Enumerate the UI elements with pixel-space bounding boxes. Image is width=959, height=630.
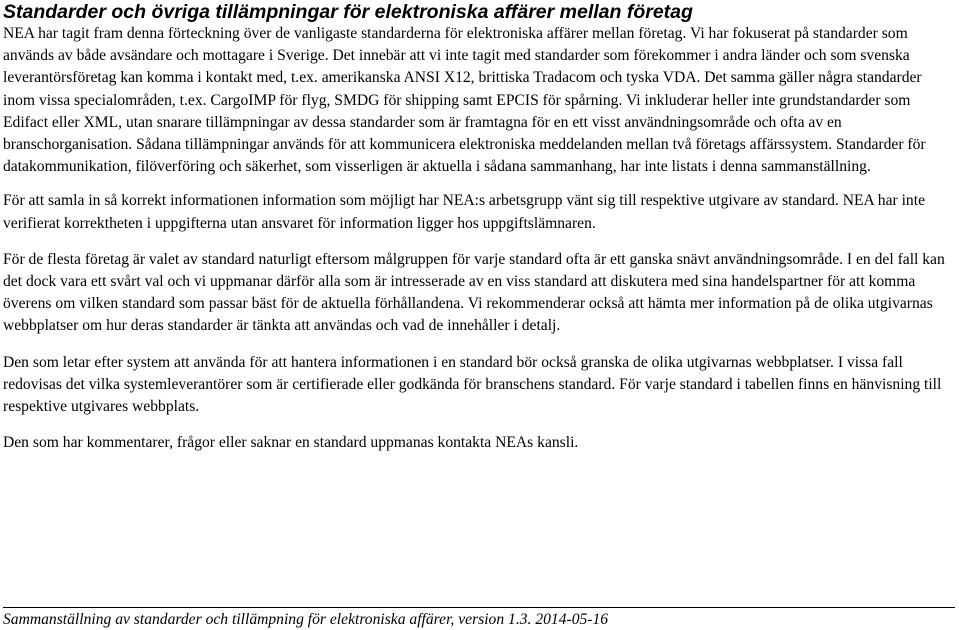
page-footer: [3, 607, 955, 630]
intro-paragraph: NEA har tagit fram denna förteckning över de vanligaste standarderna för elektroniska affärer mellan företag. Vi har fokuserat på standarder som används av både avsändare och mottagare i Sverige. Det innebär att vi inte tagit med standarder som förekommer i andra länder och som svenska leverantörsföretag kan komma i kontakt med, t.ex. amerikanska ANSI X12, brittiska Tradacom och tyska VDA. Det samma gäller några standarder inom vissa specialområden, t.ex. CargoIMP för flyg, SMDG för shipping samt EPCIS för spårning. Vi inkluderar heller inte grundstandarder som Edifact eller XML, utan snarare tillämpningar av dessa standarder som är framtagna för en ett visst användningsområde och ofta av en branschorganisation. Sådana tillämpningar används för att kommunicera elektroniska meddelanden mellan två företags affärssystem. Standarder för datakommunikation, filöverföring och säkerhet, som visserligen är aktuella i sådana sammanhang, har inte listats i denna sammanställning.: [3, 25, 926, 176]
document-page: [3, 0, 953, 454]
document-title: Standarder och övriga tillämpningar för elektroniska affärer mellan företag: [3, 1, 693, 23]
footer-text: Sammanställning av standarder och tillämpning för elektroniska affärer, version 1.3. 2014-05-16: [3, 611, 609, 628]
footer-divider: [3, 607, 955, 608]
contact-paragraph: Den som har kommentarer, frågor eller saknar en standard uppmanas kontakta NEAs kansli.: [3, 434, 579, 452]
data-collection-paragraph: För att samla in så korrekt informationen information som möjligt har NEA:s arbetsgrupp vänt sig till respektive utgivare av standard. NEA har inte verifierat korrektheten i uppgifterna utan ansvaret för information ligger hos uppgiftslämnaren.: [3, 192, 925, 232]
standard-choice-paragraph: För de flesta företag är valet av standard naturligt eftersom målgruppen för varje standard ofta är ett ganska snävt användningsområde. I en del fall kan det dock vara ett svårt val och vi uppmanar därför alla som är intresserade av en viss standard att diskutera med sina handelspartner för att komma överens om vilken standard som passar bäst för de aktuella förhållandena. Vi rekommenderar också att hämta mer information på de olika utgivarnas webbplatser om hur deras standarder är tänkta att användas och vad de innehåller i detalj.: [3, 250, 945, 335]
system-search-paragraph: Den som letar efter system att använda för att hantera informationen i en standard bör också granska de olika utgivarnas webbplatser. I vissa fall redovisas det vilka systemleverantörer som är certifierade eller godkända för branschens standard. För varje standard i tabellen finns en hänvisning till respektive utgivares webbplats.: [3, 353, 942, 416]
